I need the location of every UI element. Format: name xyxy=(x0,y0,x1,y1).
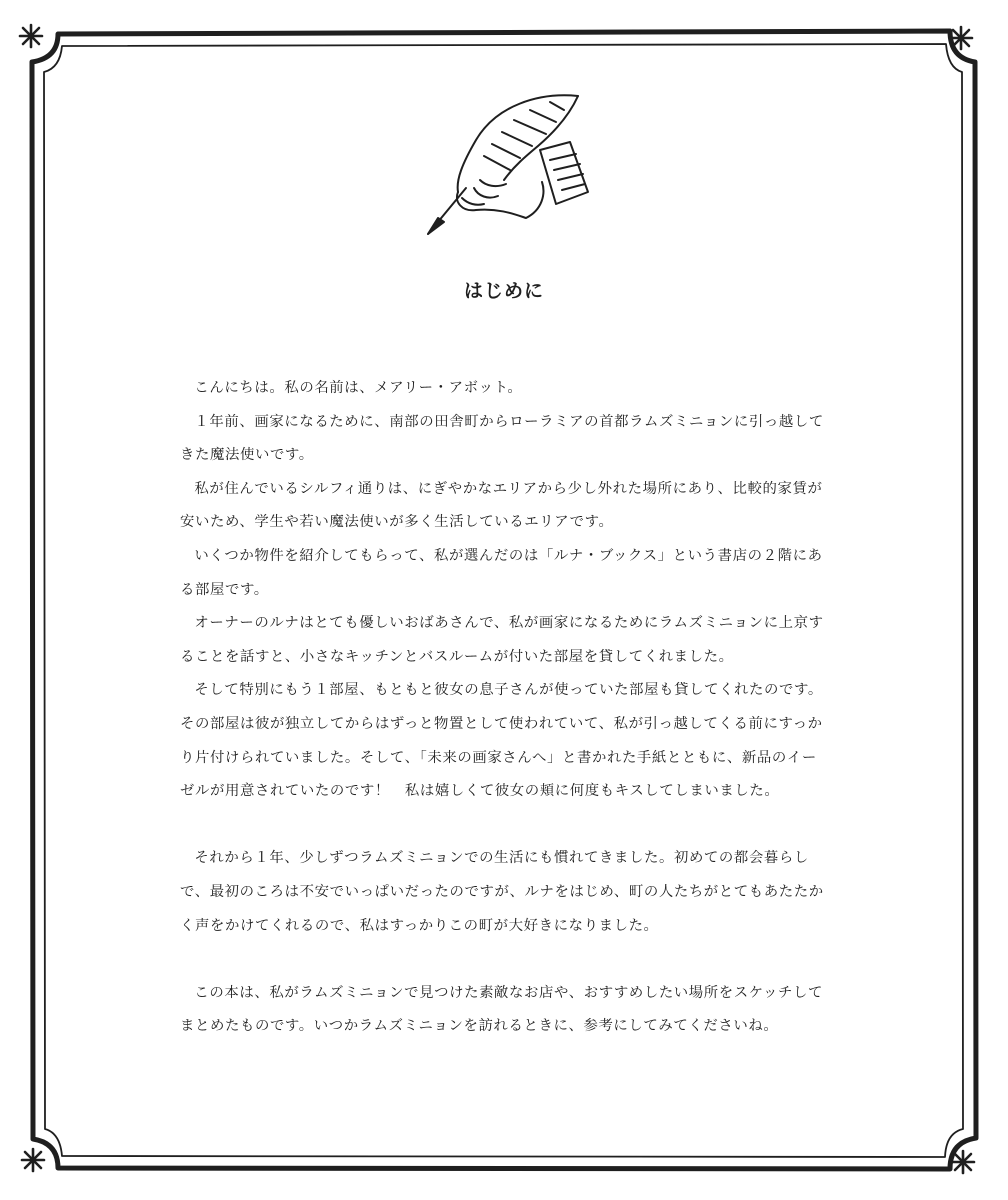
star-ornament-icon xyxy=(950,27,972,49)
star-ornament-icon xyxy=(20,25,42,47)
paragraph: オーナーのルナはとても優しいおばあさんで、私が画家になるためにラムズミニョンに上京することを話すと、小さなキッチンとバスルームが付いた部屋を貸してくれました。 xyxy=(180,615,824,665)
paragraph: 私が住んでいるシルフィ通りは、にぎやかなエリアから少し外れた場所にあり、比較的家賃が安いため、学生や若い魔法使いが多く生活しているエリアです。 xyxy=(180,480,823,531)
paragraph: こんにちは。私の名前は、メアリー・アボット。 xyxy=(194,380,523,396)
paragraph: そして特別にもう１部屋、もともと彼女の息子さんが使っていた部屋も貸してくれたのです。その部屋は彼が独立してからはずっと物置として使われていて、私が引っ越してくる前にすっかり片付けられていました。そして、「未来の画家さんへ」と書かれた手紙とともに、新品のイーゼルが用意されていたのです！ 私は嬉しくて彼女の頬に何度もキスしてしまいました。 xyxy=(180,682,823,800)
paragraph: １年前、画家になるために、南部の田舎町からローラミアの首都ラムズミニョンに引っ越してきた魔法使いです。 xyxy=(180,413,824,464)
star-ornament-icon xyxy=(22,1149,44,1171)
star-ornament-icon xyxy=(952,1151,974,1173)
paragraph: それから１年、少しずつラムズミニョンでの生活にも慣れてきました。初めての都会暮らしで、最初のころは不安でいっぱいだったのですが、ルナをはじめ、町の人たちがとてもあたたかく声をかけてくれるので、私はすっかりこの町が大好きになりました。 xyxy=(180,850,824,934)
page-title: はじめに xyxy=(463,280,544,302)
paragraph: いくつか物件を紹介してもらって、私が選んだのは「ルナ・ブックス」という書店の２階にある部屋です。 xyxy=(180,547,823,598)
quill-pen-icon xyxy=(418,88,596,238)
intro-text xyxy=(180,372,830,1044)
paragraph: この本は、私がラムズミニョンで見つけた素敵なお店や、おすすめしたい場所をスケッチしてまとめたものです。いつかラムズミニョンを訪れるときに、参考にしてみてくださいね。 xyxy=(180,984,823,1035)
